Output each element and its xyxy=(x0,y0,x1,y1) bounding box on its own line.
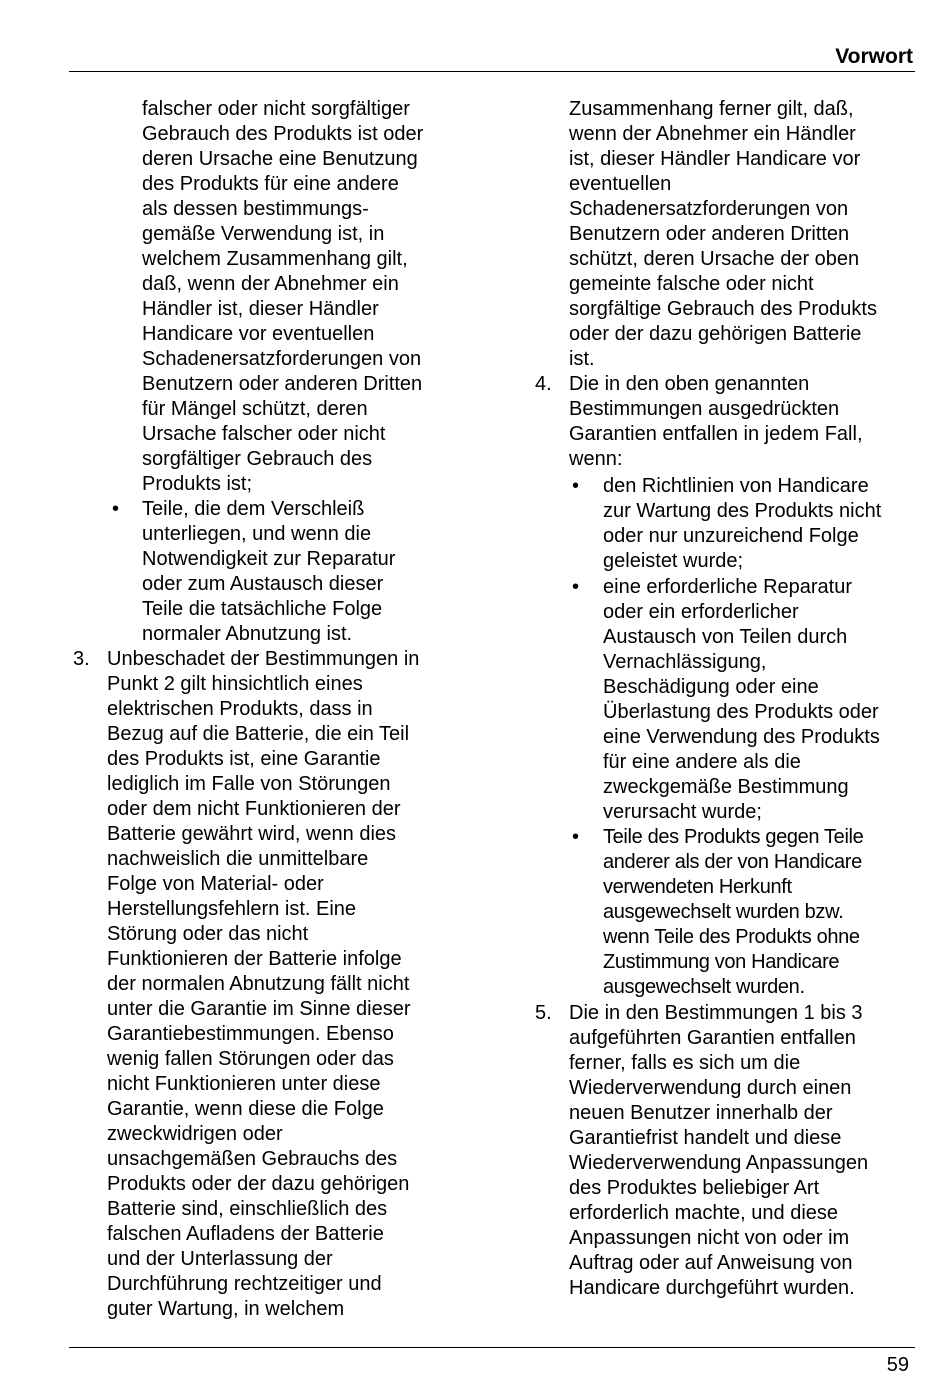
text-line: verursacht wurde; xyxy=(603,801,762,823)
text-line: unter die Garantie im Sinne dieser xyxy=(107,998,411,1020)
text-line: gemäße Verwendung ist, in xyxy=(142,223,385,245)
text-line: für Mängel schützt, deren xyxy=(142,398,368,420)
text-line: Handicare durchgeführt wurden. xyxy=(569,1277,855,1299)
text-line: unterliegen, und wenn die xyxy=(142,523,372,545)
text-line: Bestimmungen ausgedrückten xyxy=(569,398,840,420)
text-line: Folge von Material- oder xyxy=(107,873,324,895)
text-line: oder ein erforderlicher xyxy=(603,601,799,623)
page-number: 59 xyxy=(886,1354,909,1376)
text-line: Garantiebestimmungen. Ebenso xyxy=(107,1023,394,1045)
text-line: eventuellen xyxy=(569,173,672,195)
text-line: Beschädigung oder eine xyxy=(603,676,819,698)
text-line: schützt, deren Ursache der oben xyxy=(569,248,860,270)
text-line: Gebrauch des Produkts ist oder xyxy=(142,123,424,145)
text-line: daß, wenn der Abnehmer ein xyxy=(142,273,399,295)
text-line: normaler Abnutzung ist. xyxy=(142,623,353,645)
text-line: des Produkts für eine andere xyxy=(142,173,399,195)
text-line: erforderlich machte, und diese xyxy=(569,1202,839,1224)
left-bullet-wear-parts xyxy=(142,497,395,647)
bullet-marker: • xyxy=(572,576,580,598)
text-line: deren Ursache eine Benutzung xyxy=(142,148,418,170)
text-line: Garantie, wenn diese die Folge xyxy=(107,1098,384,1120)
text-line: Punkt 2 gilt hinsichtlich eines xyxy=(107,673,363,695)
text-line: verwendeten Herkunft xyxy=(603,876,792,898)
text-line: falschen Aufladens der Batterie xyxy=(107,1223,384,1245)
text-line: oder dem nicht Funktionieren der xyxy=(107,798,401,820)
text-line: der normalen Abnutzung fällt nicht xyxy=(107,973,410,995)
text-line: aufgeführten Garantien entfallen xyxy=(569,1027,856,1049)
text-line: Austausch von Teilen durch xyxy=(603,626,848,648)
text-line: Händler ist, dieser Händler xyxy=(142,298,379,320)
text-line: Teile die tatsächliche Folge xyxy=(142,598,383,620)
text-line: ferner, falls es sich um die xyxy=(569,1052,801,1074)
page-header-title: Vorwort xyxy=(835,45,913,68)
text-line: des Produktes beliebiger Art xyxy=(569,1177,820,1199)
bullet-marker: • xyxy=(112,498,120,520)
text-line: Durchführung rechtzeitiger und xyxy=(107,1273,382,1295)
text-line: zweckgemäße Bestimmung xyxy=(603,776,849,798)
text-line: Herstellungsfehlern ist. Eine xyxy=(107,898,357,920)
text-line: unsachgemäßen Gebrauchs des xyxy=(107,1148,398,1170)
text-line: zur Wartung des Produkts nicht xyxy=(603,500,882,522)
bullet-marker: • xyxy=(572,826,580,848)
text-line: wenn der Abnehmer ein Händler xyxy=(569,123,856,145)
text-line: Zustimmung von Handicare xyxy=(603,951,840,973)
text-line: Benutzern oder anderen Dritten xyxy=(142,373,423,395)
left-continuation-paragraph xyxy=(142,97,423,497)
text-line: sorgfältige Gebrauch des Produkts xyxy=(569,298,877,320)
right-continuation-paragraph xyxy=(569,97,877,372)
text-line: Unbeschadet der Bestimmungen in xyxy=(107,648,420,670)
text-line: ist. xyxy=(569,348,595,370)
text-line: für eine andere als die xyxy=(603,751,801,773)
item-4-bullet-replaced-parts xyxy=(603,825,863,1000)
text-line: elektrischen Produkts, dass in xyxy=(107,698,373,720)
text-line: geleistet wurde; xyxy=(603,550,744,572)
text-line: Anpassungen nicht von oder im xyxy=(569,1227,850,1249)
text-line: nicht Funktionieren unter diese xyxy=(107,1073,381,1095)
text-line: oder zum Austausch dieser xyxy=(142,573,384,595)
text-line: eine Verwendung des Produkts xyxy=(603,726,880,748)
text-line: welchem Zusammenhang gilt, xyxy=(142,248,408,270)
text-line: Garantiefrist handelt und diese xyxy=(569,1127,842,1149)
text-line: eine erforderliche Reparatur xyxy=(603,576,853,598)
text-line: Störung oder das nicht xyxy=(107,923,309,945)
text-line: sorgfältiger Gebrauch des xyxy=(142,448,373,470)
item-5-text xyxy=(569,1001,868,1301)
item-3-text xyxy=(107,647,419,1322)
text-line: gemeinte falsche oder nicht xyxy=(569,273,814,295)
text-line: Schadenersatzforderungen von xyxy=(569,198,849,220)
text-line: Garantien entfallen in jedem Fall, xyxy=(569,423,863,445)
text-line: zweckwidrigen oder xyxy=(107,1123,283,1145)
text-line: Wiederverwendung Anpassungen xyxy=(569,1152,869,1174)
text-line: wenig fallen Störungen oder das xyxy=(107,1048,394,1070)
text-line: wenn: xyxy=(569,448,623,470)
item-4-number: 4. xyxy=(535,373,552,395)
item-4-bullet-neglect xyxy=(603,575,880,825)
text-line: Funktionieren der Batterie infolge xyxy=(107,948,402,970)
text-line: Teile des Produkts gegen Teile xyxy=(603,826,864,848)
text-line: Wiederverwendung durch einen xyxy=(569,1077,852,1099)
text-line: Teile, die dem Verschleiß xyxy=(142,498,365,520)
text-line: Auftrag oder auf Anweisung von xyxy=(569,1252,853,1274)
item-5-number: 5. xyxy=(535,1002,552,1024)
text-line: Benutzern oder anderen Dritten xyxy=(569,223,850,245)
text-line: ausgewechselt wurden bzw. xyxy=(603,901,844,923)
text-line: Notwendigkeit zur Reparatur xyxy=(142,548,396,570)
text-line: Batterie sind, einschließlich des xyxy=(107,1198,388,1220)
text-line: Bezug auf die Batterie, die ein Teil xyxy=(107,723,410,745)
text-line: guter Wartung, in welchem xyxy=(107,1298,345,1320)
text-line: und der Unterlassung der xyxy=(107,1248,333,1270)
text-line: Schadenersatzforderungen von xyxy=(142,348,422,370)
text-line: neuen Benutzer innerhalb der xyxy=(569,1102,833,1124)
text-line: Vernachlässigung, xyxy=(603,651,767,673)
text-line: anderer als der von Handicare xyxy=(603,851,862,873)
text-line: als dessen bestimmungs- xyxy=(142,198,369,220)
text-line: ist, dieser Händler Handicare vor xyxy=(569,148,861,170)
text-line: Überlastung des Produkts oder xyxy=(603,701,879,723)
header-rule xyxy=(69,71,915,72)
text-line: Handicare vor eventuellen xyxy=(142,323,375,345)
text-line: Produkts ist; xyxy=(142,473,253,495)
text-line: den Richtlinien von Handicare xyxy=(603,475,869,497)
text-line: Batterie gewährt wird, wenn dies xyxy=(107,823,397,845)
footer-rule xyxy=(69,1347,915,1348)
text-line: ausgewechselt wurden. xyxy=(603,976,805,998)
text-line: wenn Teile des Produkts ohne xyxy=(603,926,860,948)
text-line: oder der dazu gehörigen Batterie xyxy=(569,323,862,345)
text-line: lediglich im Falle von Störungen xyxy=(107,773,391,795)
text-line: Zusammenhang ferner gilt, daß, xyxy=(569,98,854,120)
text-line: Die in den oben genannten xyxy=(569,373,810,395)
text-line: oder nur unzureichend Folge xyxy=(603,525,859,547)
text-line: Die in den Bestimmungen 1 bis 3 xyxy=(569,1002,863,1024)
text-line: Produkts oder der dazu gehörigen xyxy=(107,1173,410,1195)
item-4-bullet-maintenance xyxy=(603,474,881,574)
text-line: des Produkts ist, eine Garantie xyxy=(107,748,381,770)
text-line: nachweislich die unmittelbare xyxy=(107,848,369,870)
bullet-marker: • xyxy=(572,475,580,497)
item-3-number: 3. xyxy=(73,648,90,670)
item-4-text xyxy=(569,372,863,472)
text-line: falscher oder nicht sorgfältiger xyxy=(142,98,410,120)
text-line: Ursache falscher oder nicht xyxy=(142,423,386,445)
